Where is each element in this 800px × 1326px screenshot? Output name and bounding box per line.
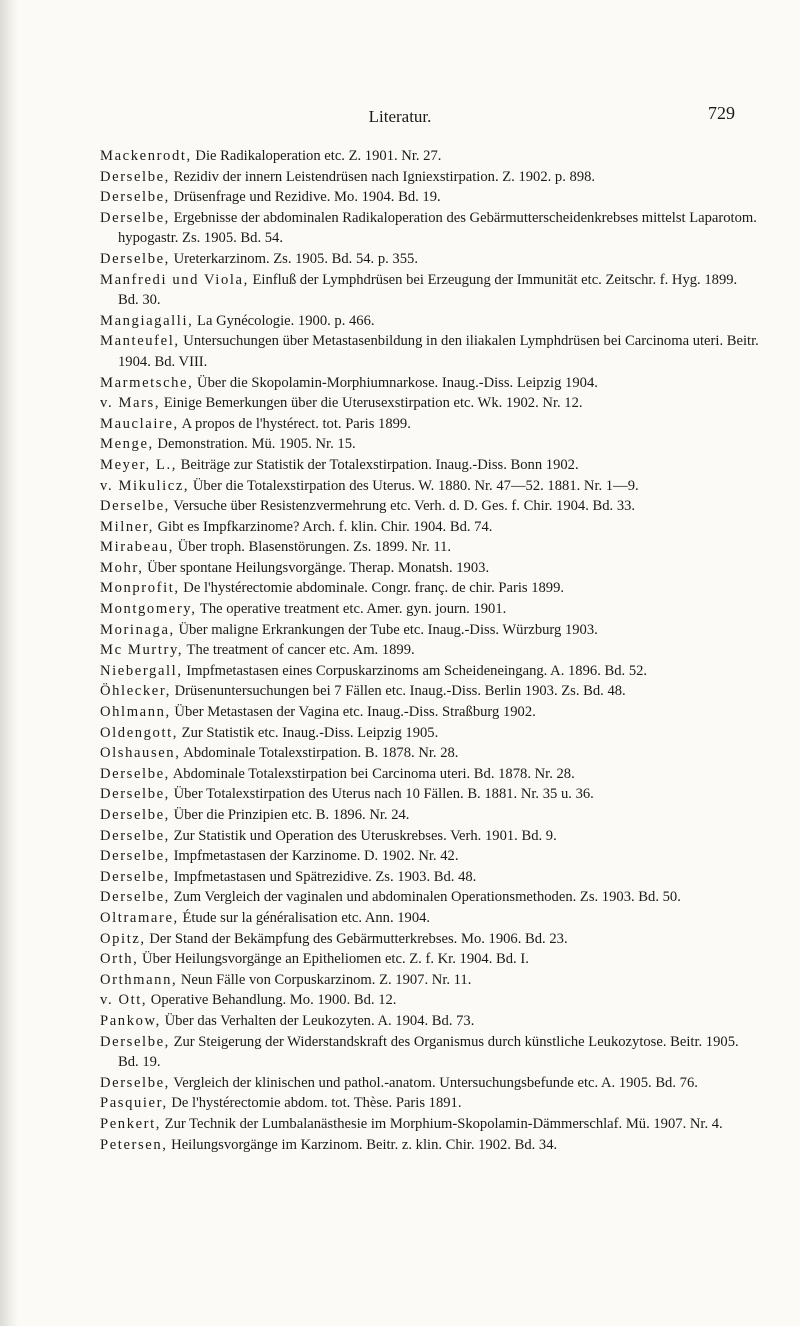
- entry-text: Neun Fälle von Corpuskarzinom. Z. 1907. Nr. 11.: [177, 971, 472, 988]
- entry-author: Öhlecker,: [100, 683, 171, 700]
- bibliography-entry: [100, 270, 760, 311]
- entry-text: Über troph. Blasenstörungen. Zs. 1899. Nr. 11.: [173, 539, 452, 556]
- entry-author: Derselbe,: [100, 807, 170, 823]
- entry-author: Derselbe,: [100, 168, 170, 185]
- bibliography-entry: [100, 784, 760, 805]
- entry-text: Rezidiv der innern Leistendrüsen nach Igniexstirpation. Z. 1902. p. 898.: [169, 168, 596, 185]
- entry-text: Über maligne Erkrankungen der Tube etc. Inaug.-Diss. Würzburg 1903.: [174, 621, 598, 638]
- page-edge-shadow: [0, 0, 18, 1326]
- bibliography-entry: [100, 826, 760, 847]
- entry-text: Über die Skopolamin-Morphiumnarkose. Inaug.-Diss. Leipzig 1904.: [193, 374, 598, 391]
- entry-author: Niebergall,: [100, 662, 183, 679]
- entry-text: Gibt es Impfkarzinome? Arch. f. klin. Chir. 1904. Bd. 74.: [153, 518, 493, 535]
- entry-text: Zur Statistik etc. Inaug.-Diss. Leipzig 1905.: [178, 724, 439, 741]
- entry-text: Étude sur la généralisation etc. Ann. 1904.: [178, 909, 431, 926]
- entry-author: v. Mars,: [100, 395, 161, 412]
- entry-author: Monprofit,: [100, 580, 180, 597]
- entry-author: Morinaga,: [100, 621, 175, 638]
- entry-text: Versuche über Resistenzvermehrung etc. Verh. d. D. Ges. f. Chir. 1904. Bd. 33.: [169, 498, 636, 515]
- bibliography-entry: [100, 414, 760, 435]
- bibliography-entry: [100, 537, 760, 558]
- entry-text: Zum Vergleich der vaginalen und abdominalen Operationsmethoden. Zs. 1903. Bd. 50.: [169, 889, 681, 906]
- entry-author: Derselbe,: [100, 848, 170, 865]
- entry-author: Derselbe,: [100, 498, 170, 515]
- bibliography-entry: [100, 929, 760, 950]
- bibliography-entry: [100, 846, 760, 867]
- entry-author: Orth,: [100, 951, 139, 968]
- entry-text: Drüsenfrage und Rezidive. Mo. 1904. Bd. 19.: [169, 189, 441, 206]
- entry-text: Zur Technik der Lumbalanästhesie im Morphium-Skopolamin-Dämmerschlaf. Mü. 1907. Nr. 4.: [161, 1115, 723, 1132]
- entry-author: Derselbe,: [100, 250, 170, 267]
- entry-text: Ergebnisse der abdominalen Radikaloperation des Gebärmutterscheidenkrebses mittelst Laparotom. hypogastr. Zs. 1905. Bd. 54.: [118, 209, 757, 247]
- bibliography-entry: [100, 640, 760, 661]
- bibliography-entry: [100, 620, 760, 641]
- bibliography-entry: [100, 167, 760, 188]
- entry-author: Milner,: [100, 518, 154, 535]
- entry-text: Über das Verhalten der Leukozyten. A. 1904. Bd. 73.: [160, 1012, 475, 1029]
- entry-author: Penkert,: [100, 1115, 162, 1132]
- entry-author: Ohlmann,: [100, 704, 171, 721]
- entry-text: Untersuchungen über Metastasenbildung in den iliakalen Lymphdrüsen bei Carcinoma uteri. Beitr. 1904. Bd. VIII.: [118, 333, 759, 370]
- entry-author: Oldengott,: [100, 724, 179, 741]
- entry-text: Über Metastasen der Vagina etc. Inaug.-Diss. Straßburg 1902.: [170, 704, 536, 721]
- bibliography-entry: [100, 455, 760, 476]
- entry-author: Derselbe,: [100, 209, 170, 226]
- entry-text: De l'hystérectomie abdom. tot. Thèse. Paris 1891.: [167, 1095, 462, 1112]
- entry-author: Olshausen,: [100, 745, 181, 762]
- entry-author: v. Mikulicz,: [100, 477, 190, 494]
- entry-text: Über spontane Heilungsvorgänge. Therap. Monatsh. 1903.: [143, 559, 490, 576]
- entry-author: Mohr,: [100, 559, 144, 576]
- entry-text: Impfmetastasen eines Corpuskarzinoms am Scheideneingang. A. 1896. Bd. 52.: [182, 662, 648, 679]
- bibliography-list: [100, 146, 760, 1155]
- entry-text: Über Totalexstirpation des Uterus nach 10 Fällen. B. 1881. Nr. 35 u. 36.: [169, 786, 594, 803]
- entry-author: Derselbe,: [100, 1074, 170, 1091]
- entry-text: Über Heilungsvorgänge an Epitheliomen etc. Z. f. Kr. 1904. Bd. I.: [138, 951, 529, 968]
- bibliography-entry: [100, 1114, 760, 1135]
- entry-text: Impfmetastasen der Karzinome. D. 1902. Nr. 42.: [169, 848, 459, 865]
- entry-text: Impfmetastasen und Spätrezidive. Zs. 1903. Bd. 48.: [169, 868, 477, 885]
- bibliography-entry: [100, 1093, 760, 1114]
- entry-author: Manfredi und Viola,: [100, 271, 249, 288]
- bibliography-entry: [100, 1135, 760, 1156]
- bibliography-entry: [100, 805, 760, 826]
- entry-author: Pasquier,: [100, 1095, 168, 1112]
- bibliography-entry: [100, 681, 760, 702]
- bibliography-entry: [100, 887, 760, 908]
- entry-text: Zur Statistik und Operation des Uteruskrebses. Verh. 1901. Bd. 9.: [169, 827, 557, 844]
- bibliography-entry: [100, 1073, 760, 1094]
- entry-author: Derselbe,: [100, 1033, 170, 1050]
- entry-author: v. Ott,: [100, 992, 148, 1009]
- bibliography-entry: [100, 1011, 760, 1032]
- entry-author: Derselbe,: [100, 868, 170, 885]
- entry-text: Heilungsvorgänge im Karzinom. Beitr. z. klin. Chir. 1902. Bd. 34.: [167, 1136, 558, 1153]
- entry-author: Manteufel,: [100, 333, 180, 350]
- entry-text: La Gynécologie. 1900. p. 466.: [193, 312, 375, 329]
- bibliography-entry: [100, 578, 760, 599]
- entry-author: Mc Murtry,: [100, 642, 184, 659]
- entry-author: Derselbe,: [100, 786, 170, 803]
- entry-text: Einfluß der Lymphdrüsen bei Erzeugung der Immunität etc. Zeitschr. f. Hyg. 1899. Bd. 30.: [118, 271, 738, 309]
- entry-author: Menge,: [100, 436, 154, 453]
- entry-author: Petersen,: [100, 1136, 168, 1153]
- bibliography-entry: [100, 908, 760, 929]
- bibliography-entry: [100, 434, 760, 455]
- entry-text: Drüsenuntersuchungen bei 7 Fällen etc. Inaug.-Diss. Berlin 1903. Zs. Bd. 48.: [170, 683, 626, 700]
- bibliography-entry: [100, 867, 760, 888]
- bibliography-entry: [100, 743, 760, 764]
- bibliography-entry: [100, 990, 760, 1011]
- entry-author: Marmetsche,: [100, 374, 194, 391]
- bibliography-entry: [100, 187, 760, 208]
- entry-author: Orthmann,: [100, 971, 178, 988]
- bibliography-entry: [100, 311, 760, 332]
- entry-text: Einige Bemerkungen über die Uterusexstirpation etc. Wk. 1902. Nr. 12.: [160, 395, 583, 412]
- entry-text: Abdominale Totalexstirpation bei Carcinoma uteri. Bd. 1878. Nr. 28.: [169, 765, 575, 782]
- entry-author: Mackenrodt,: [100, 148, 192, 164]
- running-title: Literatur.: [368, 107, 432, 126]
- entry-text: The operative treatment etc. Amer. gyn. journ. 1901.: [196, 601, 507, 618]
- bibliography-entry: [100, 517, 760, 538]
- entry-author: Derselbe,: [100, 827, 170, 844]
- bibliography-entry: [100, 373, 760, 394]
- entry-author: Opitz,: [100, 930, 146, 947]
- bibliography-entry: [100, 764, 760, 785]
- bibliography-entry: [100, 558, 760, 579]
- entry-text: Über die Prinzipien etc. B. 1896. Nr. 24.: [169, 807, 410, 823]
- entry-text: The treatment of cancer etc. Am. 1899.: [183, 642, 415, 659]
- entry-text: Zur Steigerung der Widerstandskraft des Organismus durch künstliche Leukozytose. Beitr. 1905. Bd. 19.: [118, 1033, 739, 1071]
- entry-text: Die Radikaloperation etc. Z. 1901. Nr. 27.: [191, 148, 442, 164]
- entry-author: Mangiagalli,: [100, 312, 194, 329]
- bibliography-entry: [100, 661, 760, 682]
- page-header: [0, 103, 800, 129]
- entry-text: Über die Totalexstirpation des Uterus. W. 1880. Nr. 47—52. 1881. Nr. 1—9.: [189, 477, 639, 494]
- entry-author: Pankow,: [100, 1012, 161, 1029]
- entry-author: Derselbe,: [100, 189, 170, 206]
- bibliography-entry: [100, 723, 760, 744]
- entry-author: Derselbe,: [100, 889, 170, 906]
- bibliography-entry: [100, 146, 760, 167]
- entry-text: De l'hystérectomie abdominale. Congr. franç. de chir. Paris 1899.: [179, 580, 565, 597]
- entry-text: Operative Behandlung. Mo. 1900. Bd. 12.: [147, 992, 397, 1009]
- entry-author: Mauclaire,: [100, 415, 179, 432]
- bibliography-entry: [100, 702, 760, 723]
- entry-text: Ureterkarzinom. Zs. 1905. Bd. 54. p. 355.: [169, 250, 418, 267]
- entry-author: Meyer, L.,: [100, 456, 178, 473]
- bibliography-entry: [100, 949, 760, 970]
- entry-author: Montgomery,: [100, 601, 197, 618]
- bibliography-entry: [100, 970, 760, 991]
- entry-text: Vergleich der klinischen und pathol.-anatom. Untersuchungsbefunde etc. A. 1905. Bd. 76.: [169, 1074, 698, 1091]
- entry-text: Demonstration. Mü. 1905. Nr. 15.: [153, 436, 356, 453]
- page-number: 729: [708, 103, 735, 123]
- entry-author: Mirabeau,: [100, 539, 174, 556]
- bibliography-entry: [100, 393, 760, 414]
- bibliography-entry: [100, 249, 760, 270]
- entry-text: Abdominale Totalexstirpation. B. 1878. Nr. 28.: [180, 745, 459, 762]
- entry-text: Der Stand der Bekämpfung des Gebärmutterkrebses. Mo. 1906. Bd. 23.: [145, 930, 568, 947]
- bibliography-entry: [100, 208, 760, 249]
- entry-text: Beiträge zur Statistik der Totalexstirpation. Inaug.-Diss. Bonn 1902.: [177, 456, 579, 473]
- bibliography-entry: [100, 476, 760, 497]
- bibliography-entry: [100, 1032, 760, 1073]
- bibliography-entry: [100, 496, 760, 517]
- entry-author: Derselbe,: [100, 765, 170, 782]
- entry-author: Oltramare,: [100, 909, 179, 926]
- bibliography-entry: [100, 331, 760, 372]
- bibliography-entry: [100, 599, 760, 620]
- entry-text: A propos de l'hystérect. tot. Paris 1899.: [178, 415, 411, 432]
